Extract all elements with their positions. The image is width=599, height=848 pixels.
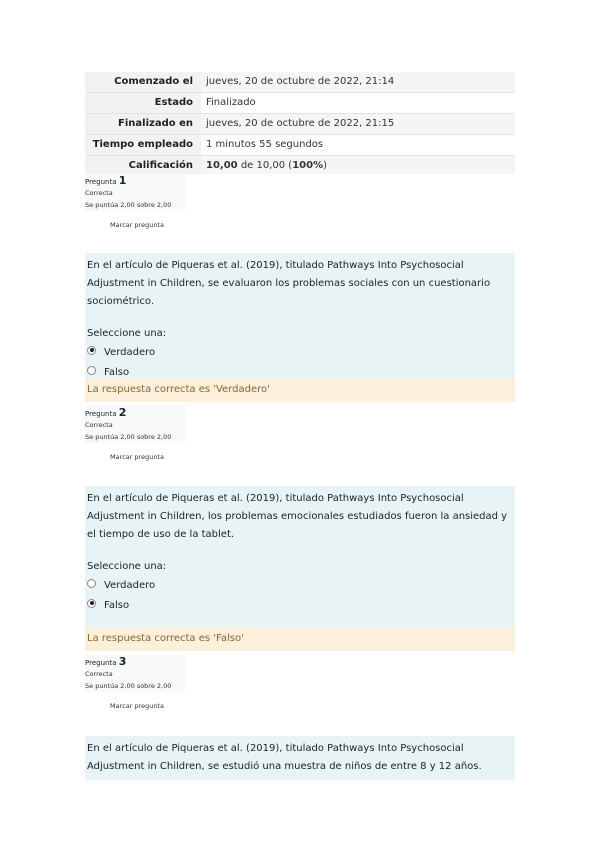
question-2-feedback: La respuesta correcta es 'Falso' xyxy=(85,627,515,651)
attempt-summary-table xyxy=(85,72,515,176)
summary-row-finished xyxy=(85,113,515,134)
question-1-info xyxy=(85,174,515,229)
summary-row-time xyxy=(85,134,515,155)
option-false[interactable]: Falso xyxy=(87,596,513,616)
question-number: Pregunta 1 xyxy=(85,174,127,187)
summary-value: jueves, 20 de octubre de 2022, 21:15 xyxy=(201,114,515,134)
option-true[interactable]: Verdadero xyxy=(87,576,513,596)
grade-value: 10,00 xyxy=(206,160,238,171)
question-status: Correcta xyxy=(85,189,113,197)
question-2-info xyxy=(85,406,515,461)
flag-question-link[interactable]: Marcar pregunta xyxy=(110,453,164,461)
grade-max: de 10,00 ( xyxy=(237,160,293,171)
question-3-info xyxy=(85,655,515,710)
summary-label: Tiempo empleado xyxy=(85,135,201,155)
summary-row-grade xyxy=(85,155,515,176)
select-one-label: Seleccione una: xyxy=(87,561,167,572)
question-1-content xyxy=(85,253,515,378)
summary-label: Finalizado en xyxy=(85,114,201,134)
question-number: Pregunta 2 xyxy=(85,406,127,419)
flag-question-link[interactable]: Marcar pregunta xyxy=(110,702,164,710)
radio-checked-icon[interactable] xyxy=(87,599,96,608)
summary-value: jueves, 20 de octubre de 2022, 21:14 xyxy=(201,72,515,92)
question-score: Se puntúa 2,00 sobre 2,00 xyxy=(85,201,172,209)
question-status: Correcta xyxy=(85,421,113,429)
radio-checked-icon[interactable] xyxy=(87,346,96,355)
select-one-label: Seleccione una: xyxy=(87,328,167,339)
question-text: En el artículo de Piqueras et al. (2019), titulado Pathways Into Psychosocial Adjustment in Children, los problemas emocionales estudiados fueron la ansiedad y el tiempo de uso de la tablet. xyxy=(87,493,508,540)
question-2-content xyxy=(85,486,515,628)
summary-value xyxy=(201,156,515,176)
question-meta xyxy=(85,655,185,692)
summary-value: 1 minutos 55 segundos xyxy=(206,139,324,150)
summary-row-state xyxy=(85,92,515,113)
option-true[interactable]: Verdadero xyxy=(87,343,513,363)
question-text: En el artículo de Piqueras et al. (2019), titulado Pathways Into Psychosocial Adjustment in Children, se estudió una muestra de niños de entre 8 y 12 años. xyxy=(87,743,482,772)
summary-label: Estado xyxy=(85,93,201,113)
flag-question-link[interactable]: Marcar pregunta xyxy=(110,221,164,229)
radio-unchecked-icon[interactable] xyxy=(87,366,96,375)
summary-value: Finalizado xyxy=(206,97,256,108)
question-number: Pregunta 3 xyxy=(85,655,127,668)
radio-unchecked-icon[interactable] xyxy=(87,579,96,588)
summary-row-started xyxy=(85,72,515,92)
question-score: Se puntúa 2,00 sobre 2,00 xyxy=(85,682,172,690)
option-false[interactable]: Falso xyxy=(87,363,513,383)
grade-percent: 100% xyxy=(292,160,324,171)
question-1-feedback: La respuesta correcta es 'Verdadero' xyxy=(85,378,515,402)
question-3-content xyxy=(85,736,515,780)
summary-label: Calificación xyxy=(85,156,201,176)
question-status: Correcta xyxy=(85,670,113,678)
question-score: Se puntúa 2,00 sobre 2,00 xyxy=(85,433,172,441)
summary-label: Comenzado el xyxy=(85,72,201,92)
question-text: En el artículo de Piqueras et al. (2019), titulado Pathways Into Psychosocial Adjustment in Children, se evaluaron los problemas sociales con un cuestionario sociométrico. xyxy=(87,260,491,307)
question-meta xyxy=(85,174,185,211)
question-meta xyxy=(85,406,185,443)
grade-close: ) xyxy=(323,160,328,171)
